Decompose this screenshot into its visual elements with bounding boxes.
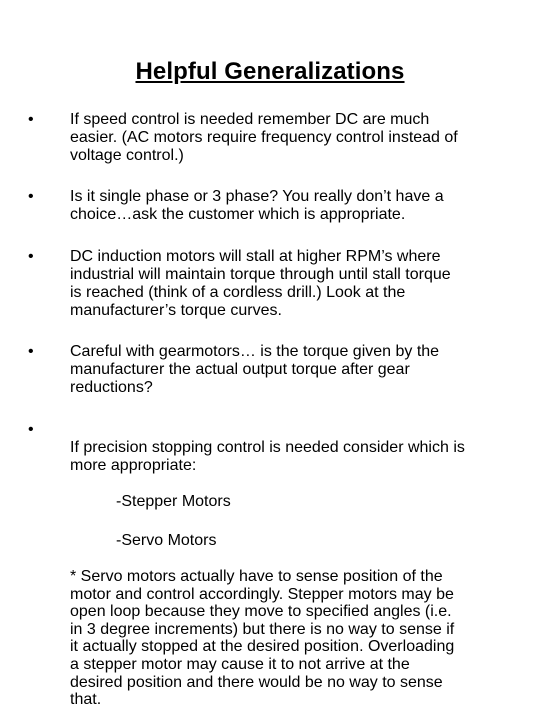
slide-title: Helpful Generalizations: [135, 58, 405, 85]
bullet-text: Is it single phase or 3 phase? You really don’t have a choice…ask the customer which is appropriate.: [70, 188, 444, 223]
option-stepper-motors: -Stepper Motors: [116, 493, 231, 510]
bullet-icon: •: [28, 188, 34, 205]
bullet-icon: •: [28, 248, 34, 265]
bullet-icon: •: [28, 421, 34, 438]
bullet-text: If speed control is needed remember DC are much easier. (AC motors require frequency control instead of voltage control.): [70, 111, 458, 164]
bullet-text: Careful with gearmotors… is the torque given by the manufacturer the actual output torque after gear reductions?: [70, 343, 440, 396]
bullet-icon: •: [28, 111, 34, 128]
bullet-intro: If precision stopping control is needed consider which is more appropriate:: [70, 439, 465, 474]
bullet-text-block: [70, 421, 520, 727]
option-servo-motors: -Servo Motors: [116, 532, 217, 549]
servo-stepper-note: * Servo motors actually have to sense position of the motor and control accordingly. Stepper motors may be open loop because they move to specified angles (i.e. in 3 degree increments) but there is no way to sense if it actually stopped at the desired position. Overloading a stepper motor may cause it to not arrive at the desired position and there would be no way to sense that.: [70, 568, 455, 709]
bullet-icon: •: [28, 343, 34, 360]
bullet-text: DC induction motors will stall at higher RPM’s where industrial will maintain torque through until stall torque is reached (think of a cordless drill.) Look at the manufacturer’s torque curves.: [70, 248, 451, 319]
